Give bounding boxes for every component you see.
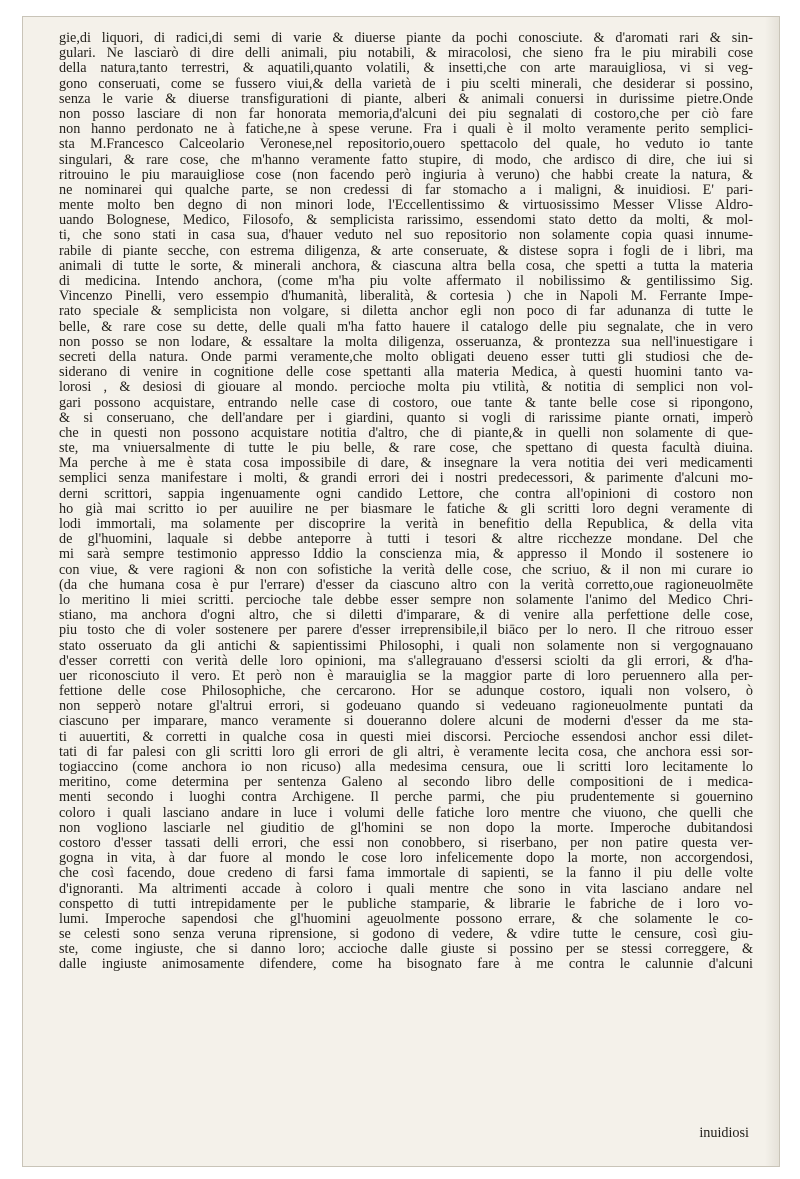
text-line: singulari, & rare cose, che m'hanno veramente fatto stupire, di modo, che ardisco di dire, che iui si: [59, 152, 753, 168]
text-line: gono conseruati, come se fussero viui,& della varietà de i piu scelti minerali, che desiderar si possino,: [59, 76, 753, 92]
text-line: ti auuertiti, & corretti in qualche cosa in questi miei discorsi. Percioche essendosi anchor essi dilet-: [59, 729, 753, 745]
text-line: ho già mai scritto io per auuilire ne per biasmare le fatiche & gli scritti loro degni veramente di: [59, 501, 753, 517]
text-line: ste, come ingiuste, che si danno loro; accioche dalle giuste si possino per se stessi correggere, &: [59, 942, 753, 958]
text-line: della natura,tanto terrestri, & aquatili,quanto volatili, & insetti,che con arte marauigliosa, vi si veg-: [59, 61, 753, 77]
text-line: lo meritino li miei scritti. percioche tale debbe esser sempre non solamente l'animo del Medico Chri-: [59, 592, 753, 608]
book-page: [22, 16, 780, 1167]
text-line: senza le varie & diuerse transfigurationi di piante, alberi & animali conuersi in durissime pietre.Onde: [59, 91, 753, 107]
text-line: ne nominarei qui qualche parte, se non credessi di far stomacho a i maligni, & inuidiosi. E' pari-: [59, 182, 753, 198]
text-line: che così facendo, doue credeno di farsi fama immortale di sapienti, se la fanno il piu delle volte: [59, 866, 753, 882]
text-line: ritrouino le piu marauigliose cose (non facendo però ingiuria à veruno) che habbi create la natura, &: [59, 167, 753, 183]
text-line: dalle ingiuste animosamente difendere, come ha bisognato fare à me contra le calunnie d'alcuni: [59, 957, 753, 973]
text-line: che in questi non possono acquistare notitia d'altro, che di piante,& in quelli non solamente di que-: [59, 425, 753, 441]
text-line: rabile di piante secche, con estrema diligenza, & arte conseruate, & distese sopra i fogli de i libri, ma: [59, 243, 753, 259]
text-line: ti, che sono stati in casa sua, d'hauer veduto nel suo repositorio non solamente copia quasi innume-: [59, 228, 753, 244]
text-line: mi sarà sempre testimonio appresso Iddio la conscienza mia, & appresso il Mondo il sostenere io: [59, 547, 753, 563]
text-line: d'esser corretti con verità delle loro opinioni, ma s'allegrauano d'essersi sciolti da gli errori, & d'ha-: [59, 653, 753, 669]
text-line: menti secondo i luoghi contra Archigene. Il perche parmi, che piu prudentemente si gouernino: [59, 790, 753, 806]
text-line: piu tosto che di voler sostenere per parere d'esser irreprensibile,il biāco per lo nero. Il che ritrouo esser: [59, 623, 753, 639]
text-line: Ma perche à me è stata cosa impossibile di dare, & insegnare la vera notitia dei veri medicamenti: [59, 456, 753, 472]
text-line: lodi immortali, ma solamente per discoprire la verità in benefitio della Republica, & della vita: [59, 517, 753, 532]
text-line: derni scrittori, sappia ingenuamente ogni candido Lettore, che contra all'opinioni di costoro non: [59, 486, 753, 502]
text-line: costoro d'esser tassati delli errori, che essi non conobbero, si riserbano, per non patire questa ver-: [59, 835, 753, 851]
text-line: d'ignoranti. Ma altrimenti accade à coloro i quali mentre che sono in vita lasciano andare nel: [59, 881, 753, 897]
text-line: siderano di venire in cognitione delle cose spettanti alla materia Medica, à questi huomini tanto va-: [59, 365, 753, 381]
text-line: uando Bolognese, Medico, Filosofo, & semplicista rarissimo, essendomi stato detto da molti, & mol-: [59, 213, 753, 229]
text-line: secreti della natura. Onde parmi veramente,che molto obligati deueno esser tutti gli studiosi che de-: [59, 349, 753, 365]
text-line: gari possono acquistare, entrando nelle case di costoro, oue tante & tante belle cose si ripongono,: [59, 395, 753, 411]
text-line: lorosi , & desiosi di giouare al mondo. percioche molta piu vtilità, & notitia di semplici non vol-: [59, 380, 753, 396]
text-line: uer riconosciuto il vero. Et però non è marauiglia se la maggior parte di loro peruennero alla per-: [59, 668, 753, 684]
text-line: belle, & rare cose su dette, delle quali m'ha fatto hauere il catalogo delle piu segnalate, che in vero: [59, 319, 753, 335]
text-line: togiaccino (come anchora io non ricuso) alla medesima censura, oue li scritti loro lecitamente lo: [59, 760, 753, 775]
text-line: animali di tutte le sorte, & minerali anchora, & ciascuna altra bella cosa, che spetti a tutta la materia: [59, 258, 753, 274]
text-line: gie,di liquori, di radici,di semi di varie & diuerse piante da pochi conosciute. & d'aromati rari & sin-: [59, 31, 753, 46]
text-line: non vogliono lasciarle nel giuditio de gl'homini se non dopo la morte. Imperoche dubitandosi: [59, 820, 753, 836]
body-text: [59, 31, 753, 973]
text-line: & si conseruano, che dell'andare per i giardini, quanto si vogli di rarissime piante ornati, imperò: [59, 410, 753, 426]
text-line: non posso lasciare di non far honorata memoria,d'alcuni dei piu segnalati di costoro,che per ciò fare: [59, 106, 753, 122]
text-line: lumi. Imperoche sapendosi che gl'huomini ageuolmente possono errare, & che solamente le co-: [59, 911, 753, 927]
text-line: coloro i quali lasciano andare in luce i volumi delle fatiche loro mentre che viuono, che quelli che: [59, 805, 753, 821]
text-line: ciascuno per imparare, manco veramente si doueranno dolere alcuni de moderni d'esser da me sta-: [59, 714, 753, 730]
text-line: stiano, ma anchora d'ogni altro, che si diletti d'imparare, & di venire alla perfettione delle cose,: [59, 608, 753, 624]
catchword: inuidiosi: [699, 1125, 749, 1141]
text-line: semplici senza manifestare i molti, & grandi errori dei i nostri predecessori, & parimente d'alcuni mo-: [59, 471, 753, 487]
text-line: conspetto di tutti intrepidamente per le publiche stamparie, & librarie le fabriche de i loro vo-: [59, 896, 753, 912]
text-line: con viue, & vere ragioni & non con sofistiche la verità delle cose, che scriuo, & il non mi curare io: [59, 562, 753, 578]
text-line: ste, ma vniuersalmente di tutte le piu belle, & rare cose, che spettano di questa facultà diuina.: [59, 441, 753, 457]
text-line: se celesti sono senza veruna riprensione, si godono di vedere, & vdire tutte le censure, così giu-: [59, 927, 753, 943]
text-line: (da che humana cosa è pur l'errare) d'esser da ciascuno altro con la verità corretto,oue ragioneuolmēte: [59, 577, 753, 593]
text-line: meritino, come determina per sentenza Galeno al secondo libro delle compositioni de i medica-: [59, 775, 753, 791]
text-line: non hanno perdonato ne à fatiche,ne à spese verune. Fra i quali è il molto veramente perito semplici-: [59, 122, 753, 138]
text-line: gulari. Ne lasciarò di dire delli animali, piu notabili, & miracolosi, che sieno fra le piu mirabili cose: [59, 46, 753, 62]
text-line: sta M.Francesco Calceolario Veronese,nel repositorio,ouero spettacolo del quale, ho veduto io tante: [59, 137, 753, 153]
text-line: tati di far palesi con gli scritti loro gli errori de gli altri, è veramente lecita cosa, che anchora essi sor-: [59, 744, 753, 760]
text-line: non sepperò notare gl'altrui errori, si godeuano quando si vedeuano ragioneuolmente puntati da: [59, 699, 753, 715]
page-edge-shading: [765, 17, 779, 1166]
text-line: stato osseruato da gli antichi & sapientissimi Philosophi, i quali non solamente non si vergognauano: [59, 638, 753, 654]
text-line: mente molto ben degno di non minori lode, l'Eccellentissimo & virtuosissimo Messer Vlisse Aldro-: [59, 198, 753, 214]
text-line: gogna in vita, à dar fuore al mondo le cose loro infelicemente dopo la morte, non accorgendosi,: [59, 851, 753, 867]
text-line: rato speciale & semplicista non volgare, si diletta anchor egli non poco di far adunanza di tutte le: [59, 304, 753, 320]
text-line: de gl'huomini, laquale si debbe anteporre à tutti i tesori & altre ricchezze mondane. Del che: [59, 532, 753, 548]
text-line: di medicina. Intendo anchora, (come m'ha piu volte affermato il nobilissimo & gentilissimo Sig.: [59, 274, 753, 289]
text-line: non posso se non lodare, & essaltare la molta diligenza, osseruanza, & prontezza sua nell'inuestigare i: [59, 334, 753, 350]
text-line: Vincenzo Pinelli, vero essempio d'humanità, liberalità, & cortesia ) che in Napoli M. Ferrante Impe-: [59, 289, 753, 305]
text-line: fettione delle cose Philosophiche, che cercarono. Hor se adunque costoro, iquali non volsero, ò: [59, 684, 753, 700]
